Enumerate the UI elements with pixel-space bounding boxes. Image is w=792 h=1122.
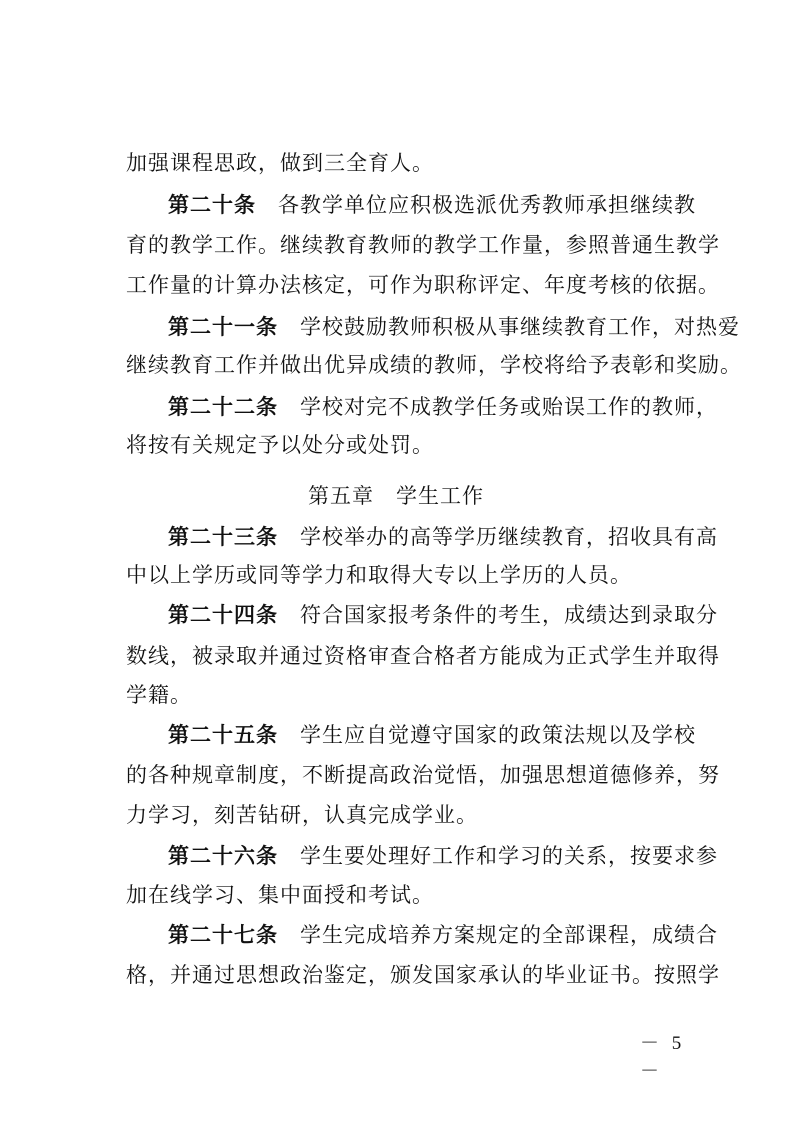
chapter-heading	[0, 481, 792, 511]
article-27-line-2: 格，并通过思想政治鉴定，颁发国家承认的毕业证书。按照学	[126, 963, 720, 987]
article-21-line-1	[168, 312, 740, 342]
article-25-line-3: 力学习，刻苦钻研，认真完成学业。	[126, 803, 478, 827]
article-20-text-1: 各教学单位应积极选派优秀教师承担继续教	[278, 193, 696, 217]
article-23-line-1	[168, 522, 718, 552]
article-21-line-2: 继续教育工作并做出优异成绩的教师，学校将给予表彰和奖励。	[126, 353, 742, 377]
article-24-label: 第二十四条	[168, 602, 278, 627]
article-26-label: 第二十六条	[168, 843, 278, 868]
article-26-line-1	[168, 841, 718, 871]
article-26-line-2: 加在线学习、集中面授和考试。	[126, 883, 434, 907]
article-27-text-1: 学生完成培养方案规定的全部课程，成绩合	[300, 923, 718, 947]
article-25-label: 第二十五条	[168, 722, 278, 747]
article-20-line-3: 工作量的计算办法核定，可作为职称评定、年度考核的依据。	[126, 273, 720, 297]
article-22-line-2: 将按有关规定予以处分或处罚。	[126, 433, 434, 457]
page-number: － 5 －	[640, 1033, 686, 1082]
article-26-text-1: 学生要处理好工作和学习的关系，按要求参	[300, 844, 718, 868]
article-20-label: 第二十条	[168, 192, 256, 217]
article-25-line-1	[168, 720, 696, 750]
article-21-label: 第二十一条	[168, 314, 278, 339]
article-23-text-1: 学校举办的高等学历继续教育，招收具有高	[300, 525, 718, 549]
paragraph-continuation: 加强课程思政，做到三全育人。	[126, 151, 434, 175]
article-23-label: 第二十三条	[168, 524, 278, 549]
article-24-text-1: 符合国家报考条件的考生，成绩达到录取分	[300, 603, 718, 627]
article-20-line-2: 育的教学工作。继续教育教师的教学工作量，参照普通生教学	[126, 233, 720, 257]
article-24-line-3: 学籍。	[126, 683, 192, 707]
article-27-label: 第二十七条	[168, 922, 278, 947]
article-25-text-1: 学生应自觉遵守国家的政策法规以及学校	[300, 723, 696, 747]
article-24-line-2: 数线，被录取并通过资格审查合格者方能成为正式学生并取得	[126, 644, 720, 668]
article-20-line-1	[168, 190, 696, 220]
chapter-title: 学生工作	[396, 484, 484, 508]
article-22-label: 第二十二条	[168, 394, 278, 419]
chapter-number: 第五章	[308, 484, 374, 508]
article-24-line-1	[168, 600, 718, 630]
article-21-text-1: 学校鼓励教师积极从事继续教育工作，对热爱	[300, 315, 740, 339]
article-22-line-1	[168, 392, 718, 422]
article-23-line-2: 中以上学历或同等学力和取得大专以上学历的人员。	[126, 563, 632, 587]
article-25-line-2: 的各种规章制度，不断提高政治觉悟，加强思想道德修养，努	[126, 763, 720, 787]
article-27-line-1	[168, 920, 718, 950]
article-22-text-1: 学校对完不成教学任务或贻误工作的教师，	[300, 395, 718, 419]
